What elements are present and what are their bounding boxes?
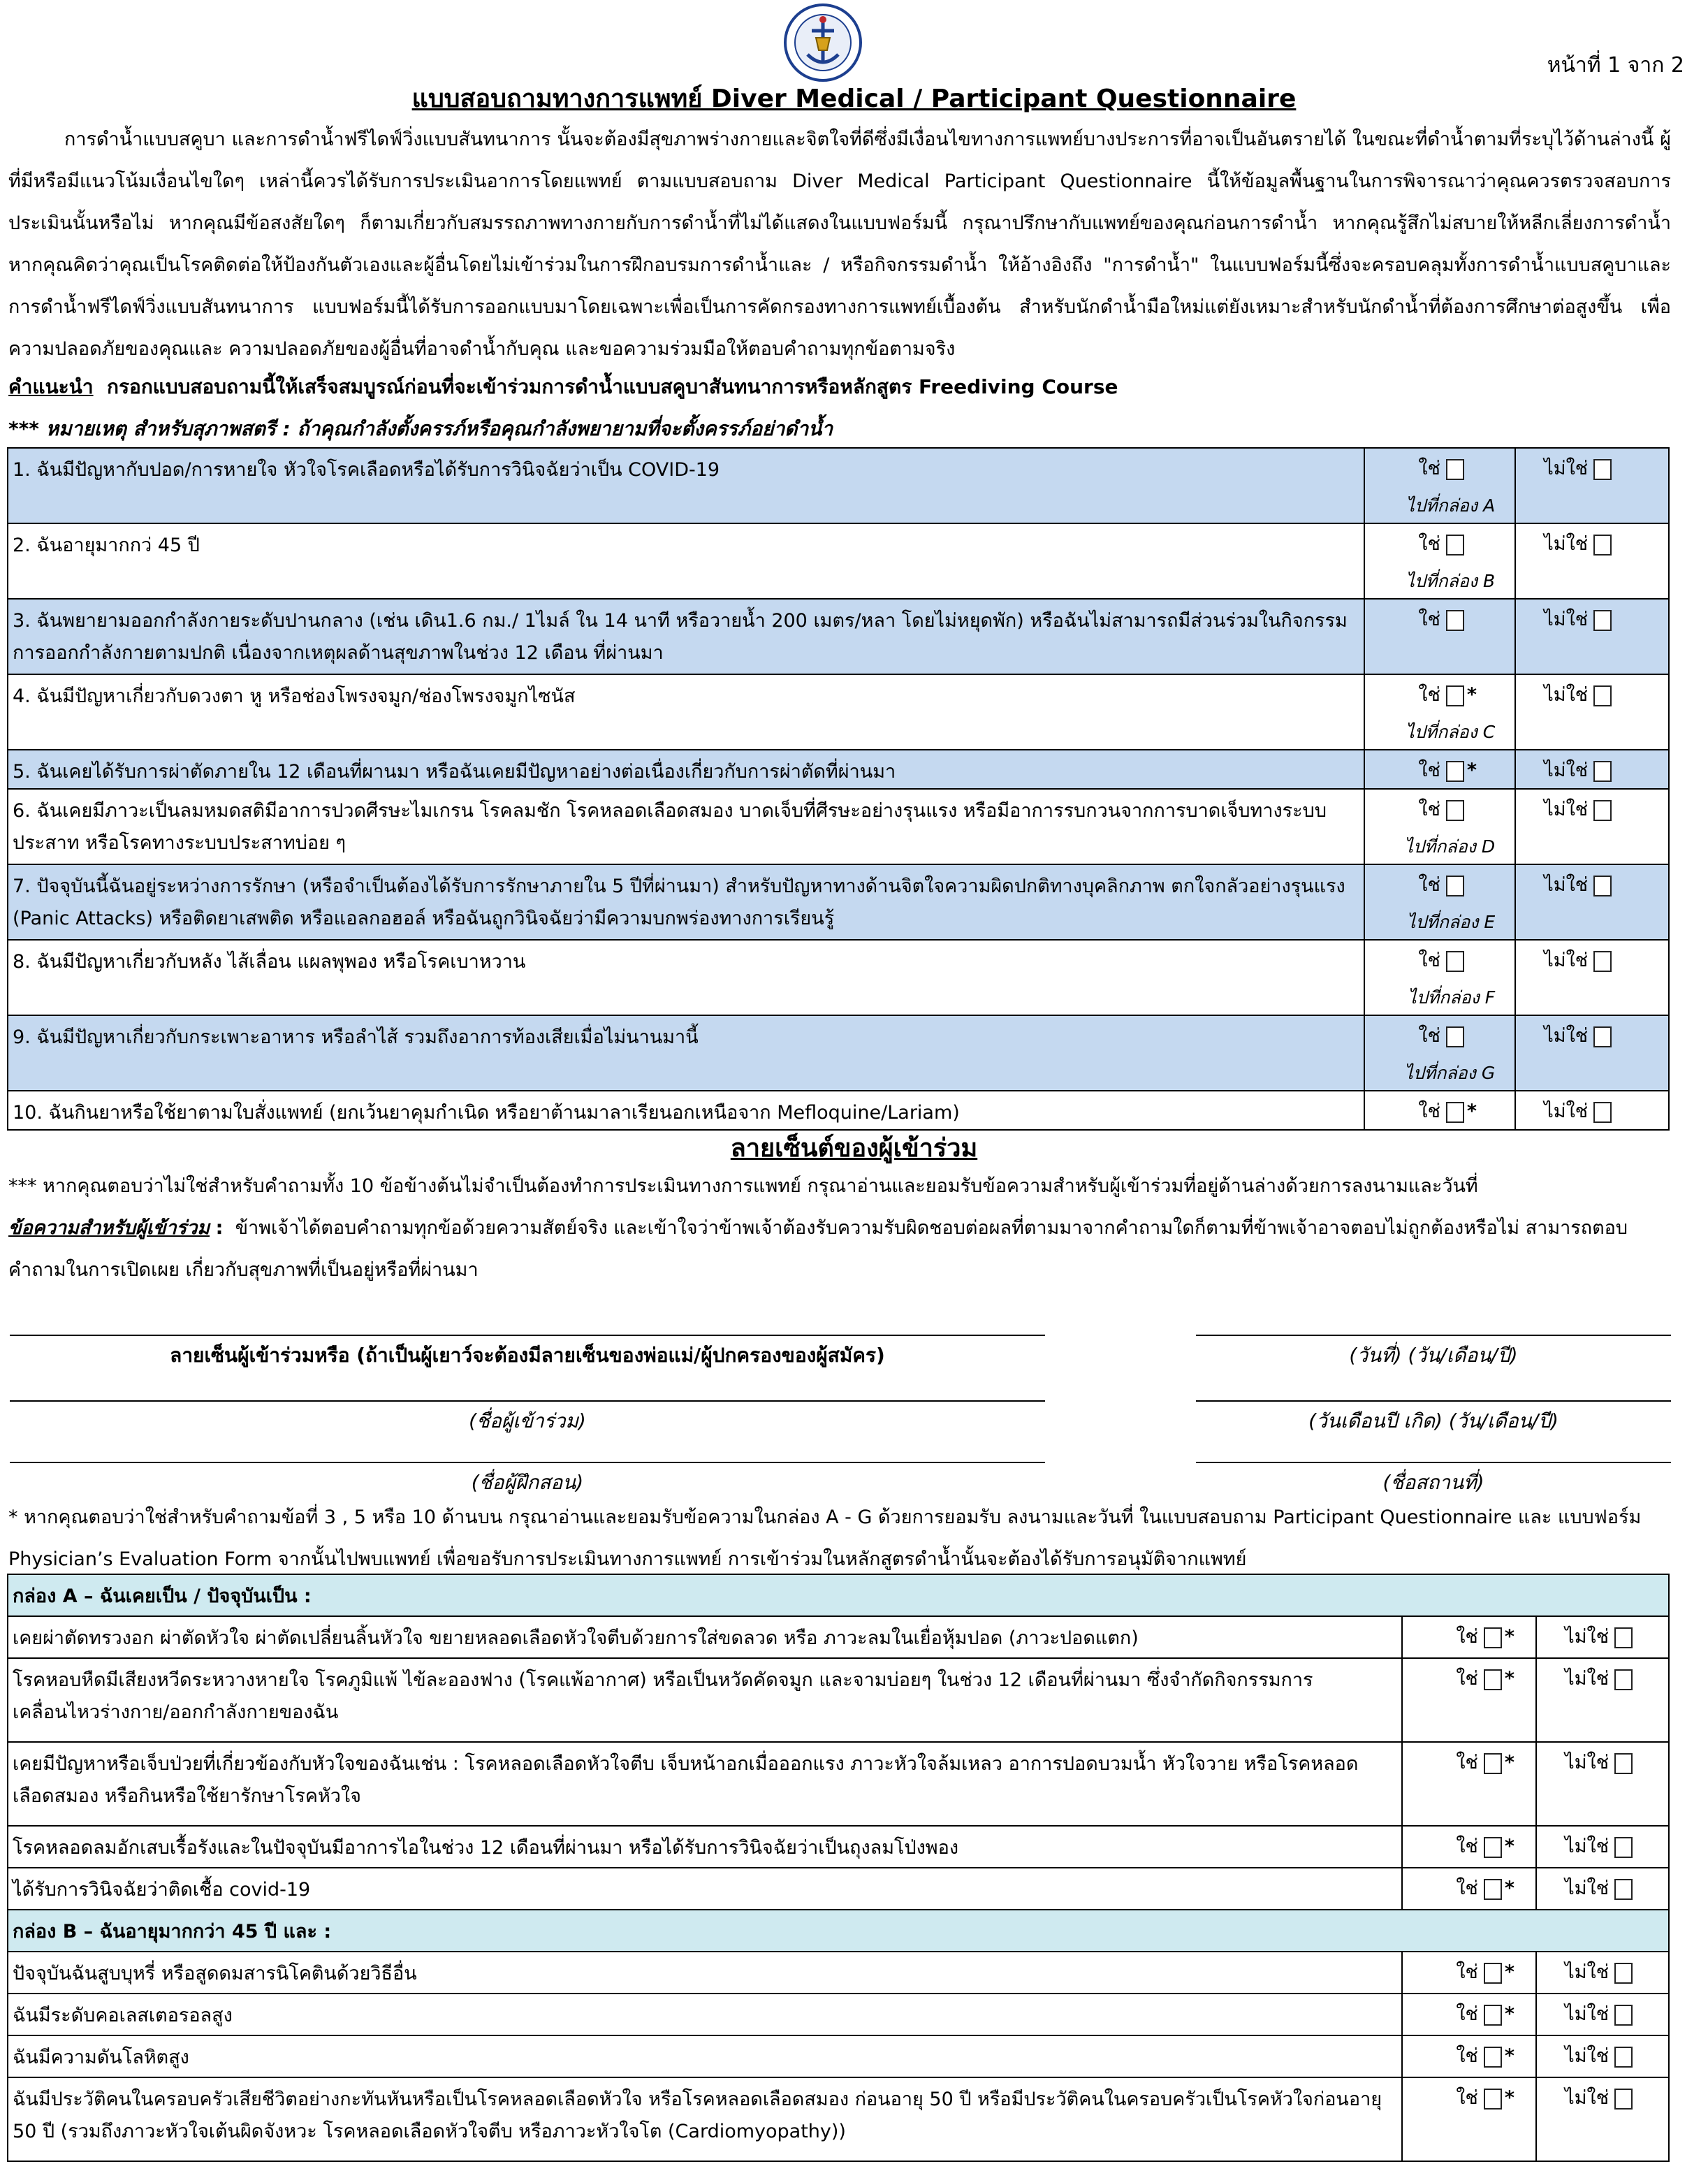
yes-label: ใช่: [1418, 760, 1440, 781]
yes-checkbox[interactable]: [1446, 951, 1464, 972]
yes-cell: [1364, 940, 1515, 1015]
association-seal-logo: [777, 3, 869, 82]
question-row: [8, 789, 1669, 864]
no-cell: [1515, 750, 1669, 789]
yes-label: ใช่: [1418, 533, 1440, 555]
required-asterisk: *: [1504, 1836, 1514, 1857]
questions-table: [7, 447, 1670, 1131]
goto-box-link: ไปที่กล่อง A: [1406, 495, 1496, 516]
no-checkbox[interactable]: [1593, 535, 1612, 556]
birth-date-label: (วันเดือนปี เกิด) (วัน/เดือน/ปี): [1308, 1409, 1559, 1432]
condition-text: โรคหลอดลมอักเสบเรื้อรังและในปัจจุบันมีอาการไอในช่วง 12 เดือนที่ผ่านมา หรือได้รับการวินิจฉัยว่าเป็นถุงลมโป่งพอง: [8, 1826, 1402, 1868]
required-asterisk: *: [1504, 1878, 1514, 1899]
goto-box-link: ไปที่กล่อง B: [1406, 571, 1496, 591]
box-b-header: [8, 1910, 1669, 1952]
no-checkbox[interactable]: [1593, 876, 1612, 896]
box-b-header-title: กล่อง B – ฉันอายุมากกว่า 45 ปี และ :: [8, 1910, 1669, 1952]
no-option: [1565, 1831, 1633, 1861]
no-option: [1565, 1873, 1633, 1903]
instruction-text: กรอกแบบสอบถามนี้ให้เสร็จสมบูรณ์ก่อนที่จะเข้าร่วมการดำน้ำแบบสคูบาสันทนาการหรือหลักสูตร Freediving Course: [107, 375, 1118, 398]
yes-checkbox[interactable]: [1484, 2089, 1502, 2110]
women-note: *** หมายเหตุ สำหรับสุภาพสตรี : ถ้าคุณกำลังตั้งครรภ์หรือคุณกำลังพยายามที่จะตั้งครรภ์อย่าดำน้ำ: [8, 417, 833, 440]
no-option: [1565, 2082, 1633, 2112]
no-option: [1544, 794, 1612, 824]
yes-label: ใช่: [1456, 2003, 1478, 2025]
yes-label: ใช่: [1456, 1961, 1478, 1983]
goto-box-link: ไปที่กล่อง D: [1404, 836, 1496, 857]
yes-checkbox[interactable]: [1484, 1627, 1502, 1648]
question-text: 1. ฉันมีปัญหากับปอด/การหายใจ หัวใจโรคเลือดหรือได้รับการวินิจฉัยว่าเป็น COVID-19: [8, 448, 1364, 523]
no-checkbox[interactable]: [1593, 761, 1612, 782]
no-cell: [1515, 1091, 1669, 1130]
yes-checkbox[interactable]: [1484, 1837, 1502, 1858]
yes-cell: [1364, 1091, 1515, 1130]
question-text: 4. ฉันมีปัญหาเกี่ยวกับดวงตา หู หรือช่องโพรงจมูก/ช่องโพรงจมูกไซนัส: [8, 674, 1364, 750]
no-cell: [1536, 1658, 1669, 1742]
yes-option: [1418, 528, 1464, 558]
yes-label: ใช่: [1418, 684, 1440, 706]
no-cell: [1536, 1994, 1669, 2035]
yes-checkbox[interactable]: [1446, 459, 1464, 480]
yes-checkbox[interactable]: [1446, 1102, 1464, 1123]
question-row: [8, 940, 1669, 1015]
no-label: ไม่ใช่: [1544, 950, 1589, 971]
no-cell: [1515, 1015, 1669, 1091]
no-label: ไม่ใช่: [1565, 2087, 1610, 2109]
no-cell: [1536, 1952, 1669, 1994]
no-cell: [1515, 940, 1669, 1015]
no-cell: [1515, 599, 1669, 674]
intro-paragraph: การดำน้ำแบบสคูบา และการดำน้ำฟรีไดฟ์วิ่งแบบสันทนาการ นั้นจะต้องมีสุขภาพร่างกายและจิตใจที่ดีซึ่งมีเงื่อนไขทางการแพทย์บางประการที่อาจเป็นอันตรายได้ ในขณะที่ดำน้ำตามที่ระบุไว้ด้านล่างนี้ ผู้ที่มีหรือมีแนวโน้มเงื่อนไขใดๆ เหล่านี้ควรได้รับการประเมินอาการโดยแพทย์ ตามแบบสอบถาม Diver Medical Participant Questionnaire นี้ให้ข้อมูลพื้นฐานในการพิจารณาว่าคุณควรตรวจสอบการประเมินนั้นหรือไม่ หากคุณมีข้อสงสัยใดๆ ก็ตามเกี่ยวกับสมรรถภาพทางกายกับการดำน้ำที่ไม่ได้แสดงในแบบฟอร์มนี้ กรุณาปรึกษากับแพทย์ของคุณก่อนการดำน้ำ หากคุณรู้สึกไม่สบายให้หลีกเลี่ยงการดำน้ำ หากคุณคิดว่าคุณเป็นโรคติดต่อให้ป้องกันตัวเองและผู้อื่นโดยไม่เข้าร่วมในการฝึกอบรมการดำน้ำและ / หรือกิจกรรมดำน้ำ ให้อ้างอิงถึง "การดำน้ำ" ในแบบฟอร์มนี้ซึ่งจะครอบคลุมทั้งการดำน้ำแบบสคูบาและการดำน้ำฟรีไดฟ์วิ่งแบบสันทนาการ แบบฟอร์มนี้ได้รับการออกแบบมาโดยเฉพาะเพื่อเป็นการคัดกรองทางการแพทย์เบื้องต้น สำหรับนักดำน้ำมือใหม่แต่ยังเหมาะสำหรับนักดำน้ำที่ต้องการศึกษาต่อสูงขึ้น เพื่อความปลอดภัยของคุณและ ความปลอดภัยของผู้อื่นที่อาจดำน้ำกับคุณ และขอความร่วมมือให้ตอบคำถามทุกข้อตามจริง: [8, 129, 1671, 360]
yes-option: [1418, 679, 1477, 709]
yes-label: ใช่: [1456, 1668, 1478, 1690]
statement-label: ข้อความสำหรับผู้เข้าร่วม: [8, 1217, 210, 1239]
birth-date-line[interactable]: [1196, 1400, 1671, 1402]
yes-label: ใช่: [1456, 1836, 1478, 1857]
yes-checkbox[interactable]: [1446, 761, 1464, 782]
no-checkbox[interactable]: [1593, 1102, 1612, 1123]
no-checkbox[interactable]: [1614, 1837, 1633, 1858]
no-label: ไม่ใช่: [1565, 2003, 1610, 2025]
yes-label: ใช่: [1418, 799, 1440, 820]
participant-statement: ข้อความสำหรับผู้เข้าร่วม : ข้าพเจ้าได้ตอบคำถามทุกข้อด้วยความสัตย์จริง และเข้าใจว่าข้าพเจ้าต้องรับความรับผิดชอบต่อผลที่ตามมาจากคำถามใดก็ตามที่ข้าพเจ้าอาจตอบไม่ถูกต้องหรือไม่ สามารถตอบคำถามในการเปิดเผย เกี่ยวกับสุขภาพที่เป็นอยู่หรือที่ผ่านมา: [8, 1217, 1628, 1281]
question-row: [8, 750, 1669, 789]
yes-answer-note: * หากคุณตอบว่าใช่สำหรับคำถามข้อที่ 3 , 5 หรือ 10 ด้านบน กรุณาอ่านและยอมรับข้อความในกล่อง A - G ด้วยการยอมรับ ลงนามและวันที่ ในแบบสอบถาม Participant Questionnaire และ แบบฟอร์ม Physician’s Evaluation Form จากนั้นไปพบแพทย์ เพื่อขอรับการประเมินทางการแพทย์ การเข้าร่วมในหลักสูตรดำน้ำนั้นจะต้องได้รับการอนุมัติจากแพทย์: [8, 1506, 1642, 1570]
instructor-name-label: (ชื่อผู้ฝึกสอน): [471, 1471, 584, 1494]
no-checkbox[interactable]: [1593, 800, 1612, 821]
page-number: หน้าที่ 1 จาก 2: [1547, 53, 1684, 78]
no-cell: [1515, 523, 1669, 599]
no-label: ไม่ใช่: [1544, 533, 1589, 555]
yes-checkbox[interactable]: [1484, 1879, 1502, 1900]
yes-option: [1456, 1621, 1514, 1651]
question-text: 9. ฉันมีปัญหาเกี่ยวกับกระเพาะอาหาร หรือลำไส้ รวมถึงอาการท้องเสียเมื่อไม่นานมานี้: [8, 1015, 1364, 1091]
box-b-item-row: [8, 1994, 1669, 2035]
participant-name-label: (ชื่อผู้เข้าร่วม): [469, 1409, 586, 1432]
question-row: [8, 1015, 1669, 1091]
no-option: [1544, 453, 1612, 483]
goto-box-link: ไปที่กล่อง G: [1404, 1063, 1496, 1083]
no-cell: [1515, 448, 1669, 523]
question-row: [8, 674, 1669, 750]
no-cell: [1536, 1868, 1669, 1910]
question-row: [8, 448, 1669, 523]
no-cell: [1536, 1742, 1669, 1826]
box-a-item-row: [8, 1826, 1669, 1868]
no-label: ไม่ใช่: [1544, 760, 1589, 781]
form-title: แบบสอบถามทางการแพทย์ Diver Medical / Participant Questionnaire: [411, 85, 1297, 113]
required-asterisk: *: [1504, 1961, 1514, 1983]
no-label: ไม่ใช่: [1544, 874, 1589, 896]
no-cell: [1515, 674, 1669, 750]
yes-option: [1418, 794, 1464, 824]
no-option: [1544, 755, 1612, 785]
no-label: ไม่ใช่: [1565, 1961, 1610, 1983]
question-text: 8. ฉันมีปัญหาเกี่ยวกับหลัง ไส้เลื่อน แผลพุพอง หรือโรคเบาหวาน: [8, 940, 1364, 1015]
no-checkbox[interactable]: [1593, 1026, 1612, 1047]
box-a-header-title: กล่อง A – ฉันเคยเป็น / ปัจจุบันเป็น :: [8, 1574, 1669, 1616]
no-label: ไม่ใช่: [1544, 458, 1589, 479]
condition-text: โรคหอบหืดมีเสียงหวีดระหวางหายใจ โรคภูมิแพ้ ไข้ละอองฟาง (โรคแพ้อากาศ) หรือเป็นหวัดคัดจมูก และจามบ่อยๆ ในช่วง 12 เดือนที่ผ่านมา ซึ่งจำกัดกิจกรรมการเคลื่อนไหวร่างกาย/ออกกำลังกายของฉัน: [8, 1658, 1402, 1742]
no-checkbox[interactable]: [1614, 1669, 1633, 1690]
yes-checkbox[interactable]: [1446, 876, 1464, 896]
yes-cell: [1402, 2035, 1536, 2077]
question-text: 3. ฉันพยายามออกกำลังกายระดับปานกลาง (เช่น เดิน1.6 กม./ 1ไมล์ ใน 14 นาที หรือวายน้ำ 200 เมตร/หลา โดยไม่หยุดพัก) หรือฉันไม่สามารถมีส่วนร่วมในกิจกรรมการออกกำลังกายตามปกติ เนื่องจากเหตุผลด้านสุขภาพในช่วง 12 เดือน ที่ผ่านมา: [8, 599, 1364, 674]
instructor-name-line[interactable]: [10, 1462, 1045, 1463]
yes-option: [1456, 1747, 1514, 1777]
yes-option: [1418, 945, 1464, 975]
yes-checkbox[interactable]: [1446, 535, 1464, 556]
yes-label: ใช่: [1456, 2045, 1478, 2067]
no-checkbox[interactable]: [1593, 610, 1612, 631]
yes-checkbox[interactable]: [1446, 800, 1464, 821]
required-asterisk: *: [1504, 2003, 1514, 2025]
no-checkbox[interactable]: [1614, 2089, 1633, 2110]
goto-box-link: ไปที่กล่อง E: [1406, 912, 1496, 932]
no-cell: [1536, 2035, 1669, 2077]
yes-label: ใช่: [1418, 950, 1440, 971]
no-option: [1565, 1998, 1633, 2028]
condition-text: ปัจจุบันฉันสูบบุหรี่ หรือสูดดมสารนิโคตินด้วยวิธีอื่น: [8, 1952, 1402, 1994]
no-label: ไม่ใช่: [1544, 684, 1589, 706]
no-option: [1565, 2040, 1633, 2070]
no-label: ไม่ใช่: [1565, 1668, 1610, 1690]
yes-cell: [1402, 1826, 1536, 1868]
yes-cell: [1402, 2077, 1536, 2161]
yes-option: [1456, 1956, 1514, 1987]
condition-text: ฉันมีประวัติคนในครอบครัวเสียชีวิตอย่างกะทันหันหรือเป็นโรคหลอดเลือดหัวใจ หรือโรคหลอดเลือดสมอง ก่อนอายุ 50 ปี หรือมีประวัติคนในครอบครัวเป็นโรคหัวใจก่อนอายุ 50 ปี (รวมถึงภาวะหัวใจเต้นผิดจังหวะ โรคหลอดเลือดหัวใจตีบ หรือภาวะหัวใจโต (Cardiomyopathy)): [8, 2077, 1402, 2161]
yes-cell: [1364, 864, 1515, 940]
yes-checkbox[interactable]: [1446, 1026, 1464, 1047]
no-checkbox[interactable]: [1593, 685, 1612, 706]
yes-cell: [1364, 789, 1515, 864]
question-text: 7. ปัจจุบันนี้ฉันอยู่ระหว่างการรักษา (หรือจำเป็นต้องได้รับการรักษาภายใน 5 ปีที่ผ่านมา) สำหรับปัญหาทางด้านจิตใจความผิดปกติทางบุคลิกภาพ ตกใจกลัวอย่างรุนแรง (Panic Attacks) หรือติดยาเสพติด หรือแอลกอฮอล์ หรือฉันถูกวินิจฉัยว่ามีความบกพร่องทางการเรียนรู้: [8, 864, 1364, 940]
question-text: 10. ฉันกินยาหรือใช้ยาตามใบสั่งแพทย์ (ยกเว้นยาคุมกำเนิด หรือยาต้านมาลาเรียนอกเหนือจาก Mefloquine/Lariam): [8, 1091, 1364, 1130]
no-option: [1565, 1663, 1633, 1693]
yes-label: ใช่: [1418, 874, 1440, 896]
yes-option: [1456, 2082, 1514, 2112]
yes-checkbox[interactable]: [1446, 610, 1464, 631]
box-a-item-row: [8, 1742, 1669, 1826]
no-label: ไม่ใช่: [1544, 1025, 1589, 1047]
question-text: 6. ฉันเคยมีภาวะเป็นลมหมดสติมีอาการปวดศีรษะไมเกรน โรคลมชัก โรคหลอดเลือดสมอง บาดเจ็บที่ศีรษะอย่างรุนแรง หรือมีอาการรบกวนจากการบาดเจ็บทางระบบประสาท หรือโรคทางระบบประสาทบ่อย ๆ: [8, 789, 1364, 864]
question-row: [8, 599, 1669, 674]
no-checkbox[interactable]: [1614, 1879, 1633, 1900]
question-row: [8, 523, 1669, 599]
box-b-item-row: [8, 1952, 1669, 1994]
participant-name-line[interactable]: [10, 1400, 1045, 1402]
yes-option: [1418, 1020, 1464, 1050]
yes-cell: [1402, 1994, 1536, 2035]
yes-option: [1456, 1873, 1514, 1903]
no-cell: [1515, 789, 1669, 864]
yes-cell: [1402, 1616, 1536, 1658]
yes-label: ใช่: [1456, 2087, 1478, 2109]
yes-label: ใช่: [1418, 1101, 1440, 1122]
no-option: [1544, 528, 1612, 558]
yes-cell: [1402, 1658, 1536, 1742]
no-checkbox[interactable]: [1614, 1753, 1633, 1774]
yes-option: [1418, 1096, 1477, 1126]
instruction-label: คำแนะนำ: [8, 375, 94, 398]
date-line[interactable]: [1196, 1335, 1671, 1336]
question-text: 2. ฉันอายุมากกว่ 45 ปี: [8, 523, 1364, 599]
no-option: [1544, 869, 1612, 899]
required-asterisk: *: [1504, 1626, 1514, 1648]
yes-label: ใช่: [1456, 1752, 1478, 1773]
no-option: [1565, 1747, 1633, 1777]
required-asterisk: *: [1504, 2045, 1514, 2067]
yes-cell: [1402, 1868, 1536, 1910]
yes-label: ใช่: [1418, 458, 1440, 479]
box-a-item-row: [8, 1616, 1669, 1658]
yes-option: [1456, 2040, 1514, 2070]
yes-label: ใช่: [1456, 1878, 1478, 1899]
yes-option: [1456, 1998, 1514, 2028]
facility-name-line[interactable]: [1196, 1462, 1671, 1463]
condition-text: เคยมีปัญหาหรือเจ็บป่วยที่เกี่ยวข้องกับหัวใจของฉันเช่น : โรคหลอดเลือดหัวใจตีบ เจ็บหน้าอกเมื่อออกแรง ภาวะหัวใจล้มเหลว อาการปอดบวมน้ำ หัวใจวาย หรือโรคหลอดเลือดสมอง หรือกินหรือใช้ยารักษาโรคหัวใจ: [8, 1742, 1402, 1826]
no-label: ไม่ใช่: [1565, 1836, 1610, 1857]
yes-checkbox[interactable]: [1484, 1669, 1502, 1690]
box-b-item-row: [8, 2035, 1669, 2077]
condition-text: ฉันมีความดันโลหิตสูง: [8, 2035, 1402, 2077]
no-label: ไม่ใช่: [1565, 1752, 1610, 1773]
yes-cell: [1402, 1742, 1536, 1826]
date-label: (วันที่) (วัน/เดือน/ปี): [1349, 1344, 1518, 1367]
box-a-item-row: [8, 1868, 1669, 1910]
question-text: 5. ฉันเคยได้รับการผ่าตัดภายใน 12 เดือนที่ผานมา หรือฉันเคยมีปัญหาอย่างต่อเนื่องเกี่ยวกับการผ่าตัดที่ผ่านมา: [8, 750, 1364, 789]
required-asterisk: *: [1504, 1668, 1514, 1690]
no-label: ไม่ใช่: [1565, 1878, 1610, 1899]
yes-checkbox[interactable]: [1484, 1963, 1502, 1984]
yes-option: [1418, 604, 1464, 634]
no-option: [1565, 1621, 1633, 1651]
yes-cell: [1364, 750, 1515, 789]
condition-text: ฉันมีระดับคอเลสเตอรอลสูง: [8, 1994, 1402, 2035]
participant-signature-line[interactable]: [10, 1335, 1045, 1336]
no-option: [1544, 679, 1612, 709]
no-checkbox[interactable]: [1614, 1963, 1633, 1984]
yes-checkbox[interactable]: [1446, 685, 1464, 706]
yes-option: [1418, 869, 1464, 899]
instruction-line: [8, 372, 1118, 402]
question-row: [8, 864, 1669, 940]
condition-text: เคยผ่าตัดทรวงอก ผ่าตัดหัวใจ ผ่าตัดเปลี่ยนลิ้นหัวใจ ขยายหลอดเลือดหัวใจตีบด้วยการใส่ขดลวด หรือ ภาวะลมในเยื่อหุ้มปอด (ภาวะปอดแตก): [8, 1616, 1402, 1658]
required-asterisk: *: [1466, 1101, 1477, 1122]
statement-text: ข้าพเจ้าได้ตอบคำถามทุกข้อด้วยความสัตย์จริง และเข้าใจว่าข้าพเจ้าต้องรับความรับผิดชอบต่อผลที่ตามมาจากคำถามใดก็ตามที่ข้าพเจ้าอาจตอบไม่ถูกต้องหรือไม่ สามารถตอบคำถามในการเปิดเผย เกี่ยวกับสุขภาพที่เป็นอยู่หรือที่ผ่านมา: [8, 1217, 1628, 1281]
no-option: [1544, 1020, 1612, 1050]
goto-box-link: ไปที่กล่อง C: [1406, 722, 1496, 742]
signature-title: ลายเซ็นต์ของผู้เข้าร่วม: [730, 1134, 978, 1163]
no-label: ไม่ใช่: [1544, 799, 1589, 820]
goto-box-link: ไปที่กล่อง F: [1408, 987, 1496, 1008]
no-cell: [1515, 864, 1669, 940]
required-asterisk: *: [1504, 2087, 1514, 2109]
yes-option: [1418, 453, 1464, 483]
no-label: ไม่ใช่: [1544, 609, 1589, 630]
yes-cell: [1364, 674, 1515, 750]
no-label: ไม่ใช่: [1544, 1101, 1589, 1122]
question-row: [8, 1091, 1669, 1130]
yes-cell: [1364, 448, 1515, 523]
box-b-item-row: [8, 2077, 1669, 2161]
no-checkbox[interactable]: [1593, 951, 1612, 972]
yes-cell: [1402, 1952, 1536, 1994]
yes-cell: [1364, 599, 1515, 674]
box-a-header: [8, 1574, 1669, 1616]
no-label: ไม่ใช่: [1565, 1626, 1610, 1648]
no-cell: [1536, 1616, 1669, 1658]
condition-text: ได้รับการวินิจฉัยว่าติดเชื้อ covid-19: [8, 1868, 1402, 1910]
facility-name-label: (ชื่อสถานที่): [1382, 1471, 1484, 1494]
yes-label: ใช่: [1418, 609, 1440, 630]
required-asterisk: *: [1466, 760, 1477, 781]
yes-checkbox[interactable]: [1484, 2005, 1502, 2026]
required-asterisk: *: [1504, 1752, 1514, 1773]
yes-label: ใช่: [1418, 1025, 1440, 1047]
yes-option: [1456, 1831, 1514, 1861]
no-cell: [1536, 2077, 1669, 2161]
yes-label: ใช่: [1456, 1626, 1478, 1648]
no-checkbox[interactable]: [1614, 1627, 1633, 1648]
box-table: [7, 1574, 1670, 2162]
no-option: [1544, 604, 1612, 634]
participant-signature-label: ลายเซ็นผู้เข้าร่วมหรือ (ถ้าเป็นผู้เยาว์จะต้องมีลายเซ็นของพ่อแม่/ผู้ปกครองของผู้สมัคร): [170, 1344, 885, 1367]
no-checkbox[interactable]: [1614, 2005, 1633, 2026]
no-option: [1544, 945, 1612, 975]
yes-cell: [1364, 1015, 1515, 1091]
yes-checkbox[interactable]: [1484, 2047, 1502, 2068]
no-checkbox[interactable]: [1593, 459, 1612, 480]
box-a-item-row: [8, 1658, 1669, 1742]
required-asterisk: *: [1466, 684, 1477, 706]
no-option: [1565, 1956, 1633, 1987]
no-checkbox[interactable]: [1614, 2047, 1633, 2068]
no-cell: [1536, 1826, 1669, 1868]
yes-cell: [1364, 523, 1515, 599]
yes-checkbox[interactable]: [1484, 1753, 1502, 1774]
yes-option: [1418, 755, 1477, 785]
no-label: ไม่ใช่: [1565, 2045, 1610, 2067]
yes-option: [1456, 1663, 1514, 1693]
no-option: [1544, 1096, 1612, 1126]
all-no-note: *** หากคุณตอบว่าไม่ใช่สำหรับคำถามทั้ง 10 ข้อข้างต้นไม่จำเป็นต้องทำการประเมินทางการแพทย์ กรุณาอ่านและยอมรับข้อความสำหรับผู้เข้าร่วมที่อยู่ด้านล่างด้วยการลงนามและวันที่: [8, 1175, 1478, 1197]
